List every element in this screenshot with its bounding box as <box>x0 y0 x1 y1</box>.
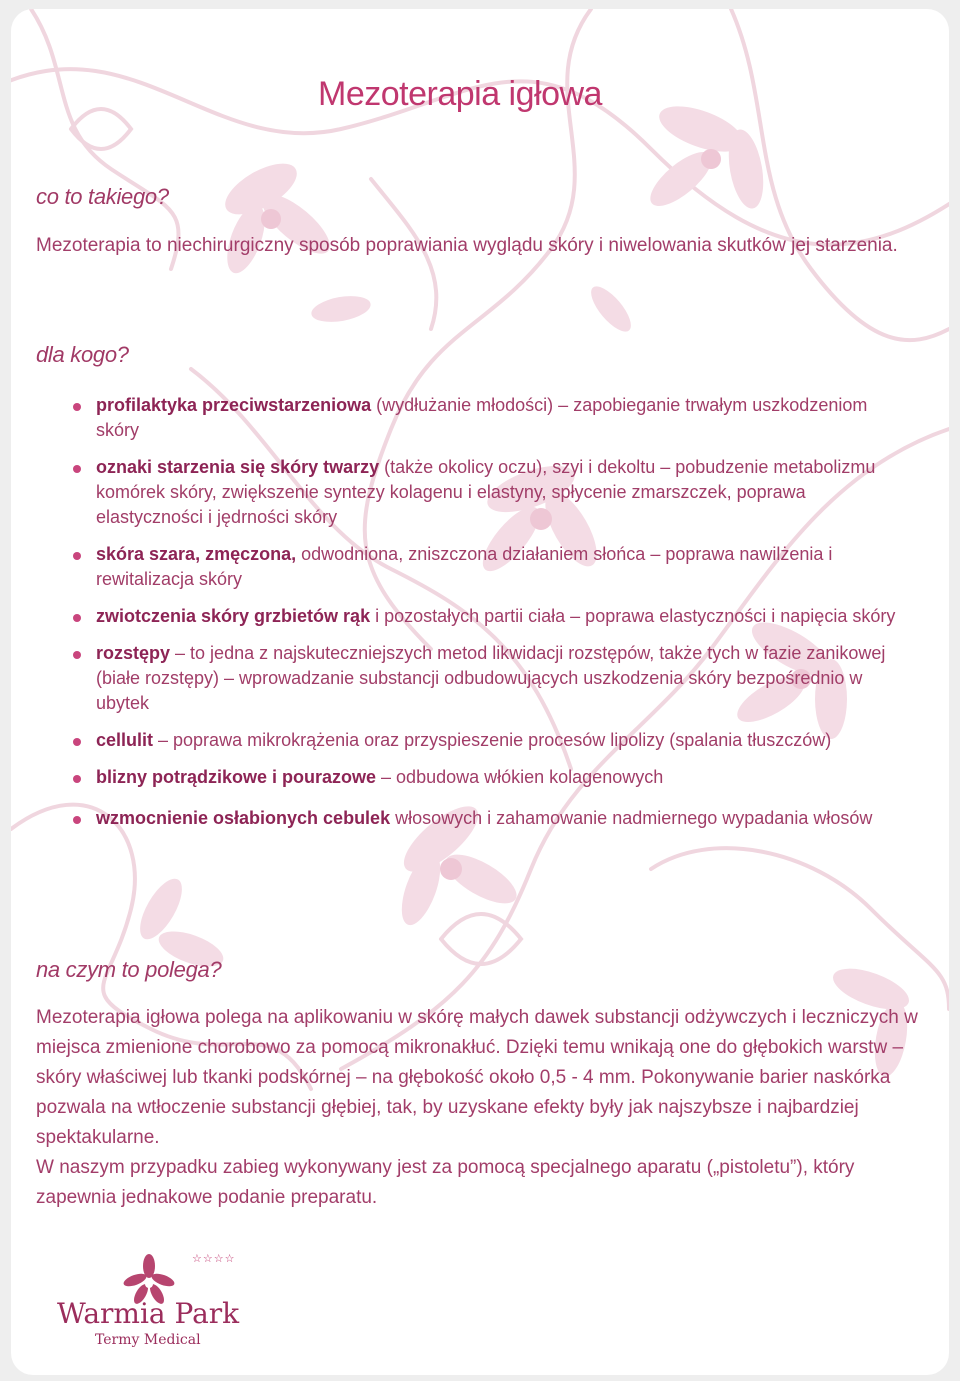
list-item-bold: profilaktyka przeciwstarzeniowa <box>96 395 372 415</box>
bullet-icon <box>73 775 81 783</box>
list-item-bold: cellulit <box>96 730 154 750</box>
bullet-icon <box>73 651 81 659</box>
section-heading-how: na czym to polega? <box>36 957 222 982</box>
list-item-bold: skóra szara, zmęczona, <box>96 544 297 564</box>
bullet-icon <box>73 816 81 824</box>
list-item-text: (wydłużanie młodości) – zapobieganie trwałym uszkodzeniom skóry <box>96 395 868 440</box>
bullet-icon <box>73 738 81 746</box>
list-item-text: włosowych i zahamowanie nadmiernego wypadania włosów <box>390 808 873 828</box>
list-item <box>73 455 903 530</box>
document-content <box>11 9 949 1375</box>
section-text-how: Mezoterapia igłowa polega na aplikowaniu w skórę małych dawek substancji odżywczych i leczniczych w miejsca zmienione chorobowo za pomocą mikronakłuć. Dzięki temu wnikają one do głębokich warstw – skóry właściwej lub tkanki podskórnej – na głębokość około 0,5 - 4 mm. Pokonywanie barier naskórka pozwala na wtłoczenie substancji głębiej, tak, by uzyskane efekty były jak najszybsze i najbardziej spektakularne. <box>36 1007 918 1148</box>
list-item-bold: rozstępy <box>96 643 171 663</box>
warmia-park-logo <box>57 1252 247 1352</box>
list-item <box>73 728 903 753</box>
list-item <box>73 393 903 443</box>
section-text-what: Mezoterapia to niechirurgiczny sposób poprawiania wyglądu skóry i niwelowania skutków jej starzenia. <box>36 235 898 256</box>
bullet-icon <box>73 465 81 473</box>
list-item-bold: zwiotczenia skóry grzbietów rąk <box>96 606 371 626</box>
section-heading-whom: dla kogo? <box>36 342 129 367</box>
list-item-text: i pozostałych partii ciała – poprawa elastyczności i napięcia skóry <box>370 606 896 626</box>
list-item-text: – poprawa mikrokrążenia oraz przyspieszenie procesów lipolizy (spalania tłuszczów) <box>153 730 832 750</box>
list-item-bold: wzmocnienie osłabionych cebulek <box>96 808 391 828</box>
list-item <box>73 765 903 790</box>
bullet-icon <box>73 614 81 622</box>
list-item-text: – to jedna z najskuteczniejszych metod likwidacji rozstępów, także tych w fazie zanikowej (białe rozstępy) – wprowadzanie substancji odbudowujących uszkodzenia skóry bezpośrednio w ubytek <box>96 643 886 713</box>
list-item-bold: blizny potrądzikowe i pourazowe <box>96 767 377 787</box>
list-item-bold: oznaki starzenia się skóry twarzy <box>96 457 380 477</box>
bullet-icon <box>73 403 81 411</box>
section-text-how-device: W naszym przypadku zabieg wykonywany jest za pomocą specjalnego aparatu („pistoletu”), który zapewnia jednakowe podanie preparatu. <box>36 1157 855 1208</box>
list-item <box>73 806 903 831</box>
list-item <box>73 641 903 716</box>
logo-subtitle: Termy Medical <box>95 1332 201 1348</box>
logo-name: Warmia Park <box>57 1297 240 1330</box>
bullet-icon <box>73 552 81 560</box>
rating-stars: ☆☆☆☆ <box>192 1253 236 1265</box>
list-item <box>73 604 903 629</box>
list-item-text: odwodniona, zniszczona działaniem słońca – poprawa nawilżenia i rewitalizacja skóry <box>96 544 833 589</box>
page-title: Mezoterapia igłowa <box>318 75 602 113</box>
list-item-text: (także okolicy oczu), szyi i dekoltu – pobudzenie metabolizmu komórek skóry, zwiększenie syntezy kolagenu i elastyny, spłycenie zmarszczek, poprawa elastyczności i jędrności skóry <box>96 457 876 527</box>
page <box>11 9 949 1375</box>
list-item-text: – odbudowa włókien kolagenowych <box>376 767 664 787</box>
section-heading-what: co to takiego? <box>36 184 169 209</box>
list-item <box>73 542 903 592</box>
indications-list <box>73 393 903 831</box>
